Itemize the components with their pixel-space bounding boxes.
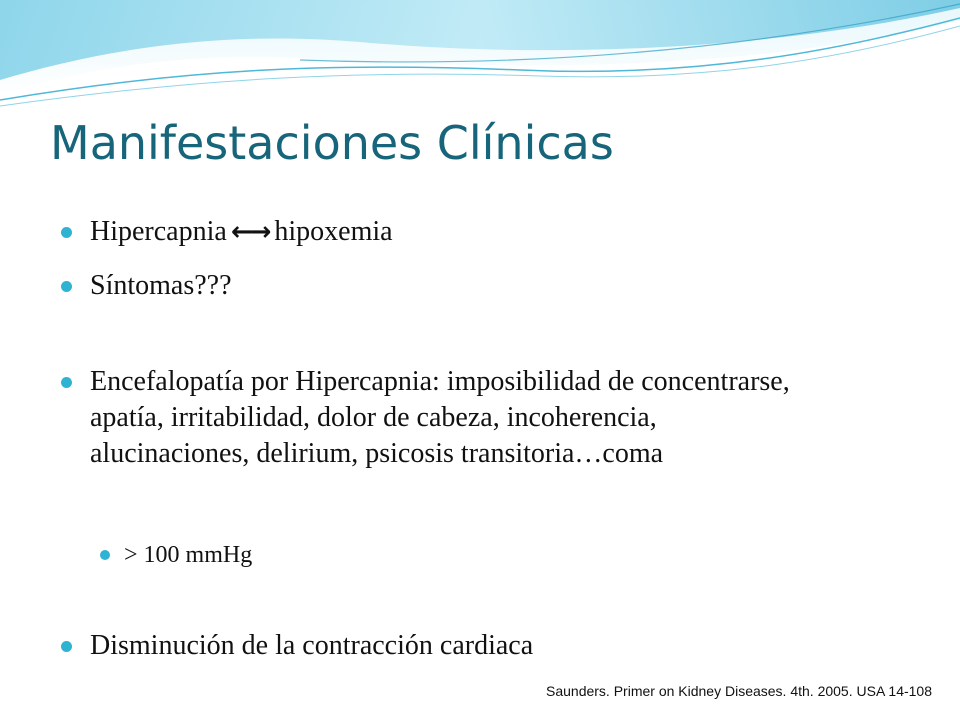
bullet-text-post: hipoxemia bbox=[274, 216, 393, 247]
sub-bullet-item-mmhg bbox=[124, 540, 252, 570]
bullet-dot-icon bbox=[61, 377, 72, 388]
bullet-item-hipercapnia bbox=[90, 214, 950, 250]
bullet-text: Disminución de la contracción cardiaca bbox=[90, 630, 534, 661]
bullet-text: > 100 mmHg bbox=[124, 542, 253, 568]
header-wave-decoration bbox=[0, 0, 960, 130]
bullet-dot-icon bbox=[100, 550, 110, 560]
bullet-dot-icon bbox=[61, 227, 72, 238]
double-arrow-left-right-icon: ←→ bbox=[230, 217, 269, 247]
bullet-dot-icon bbox=[61, 641, 72, 652]
citation-footer: Saunders. Primer on Kidney Diseases. 4th. 2005. USA 14-108 bbox=[546, 683, 932, 699]
bullet-text: Síntomas??? bbox=[90, 270, 232, 301]
bullet-item-encefalopatia bbox=[90, 364, 820, 472]
bullet-text-pre: Hipercapnia bbox=[90, 216, 227, 247]
bullet-text: Encefalopatía por Hipercapnia: imposibilidad de concentrarse, apatía, irritabilidad, dolor de cabeza, incoherencia, alucinaciones, delirium, psicosis transitoria…coma bbox=[90, 366, 790, 469]
bullet-item-contraccion bbox=[90, 628, 950, 664]
bullet-dot-icon bbox=[61, 281, 72, 292]
bullet-item-sintomas bbox=[90, 268, 950, 304]
slide-title: Manifestaciones Clínicas bbox=[50, 116, 614, 170]
